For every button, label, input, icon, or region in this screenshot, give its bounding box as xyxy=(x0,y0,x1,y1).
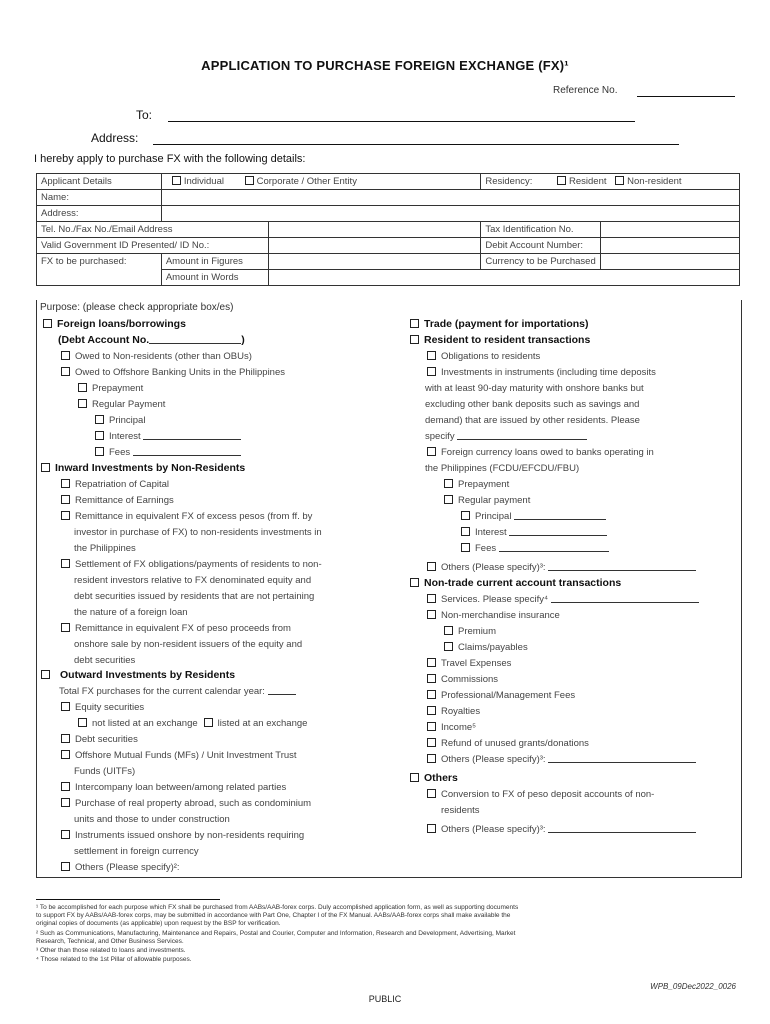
right-principal-label: Principal xyxy=(475,511,512,522)
footnote-rule xyxy=(36,899,220,900)
right-fees-field[interactable] xyxy=(499,543,609,552)
foreign-loans-label: Foreign loans/borrowings xyxy=(57,318,186,330)
right-fees-checkbox[interactable] xyxy=(461,543,470,552)
obligations-checkbox[interactable] xyxy=(427,351,436,360)
corporate-label: Corporate / Other Entity xyxy=(256,176,357,187)
others-r2r-field[interactable] xyxy=(548,562,696,571)
investments-checkbox[interactable] xyxy=(427,367,436,376)
outward-label: Outward Investments by Residents xyxy=(60,669,236,681)
instruments-label-1: Instruments issued onshore by non-residents requiring xyxy=(75,830,305,841)
left-others-checkbox[interactable] xyxy=(61,862,70,871)
nonlife-label: Non-merchandise insurance xyxy=(441,610,560,621)
fcdu-label-1: Foreign currency loans owed to banks operating in xyxy=(441,447,654,458)
claims-label: Claims/payables xyxy=(458,642,528,653)
left-fees-label: Fees xyxy=(109,447,131,458)
settlement-label-2: resident investors relative to FX denominated equity and xyxy=(74,575,312,586)
right-principal-field[interactable] xyxy=(514,511,606,520)
instruments-checkbox[interactable] xyxy=(61,830,70,839)
individual-checkbox[interactable] xyxy=(172,176,181,185)
left-interest-field[interactable] xyxy=(143,431,241,440)
services-checkbox[interactable] xyxy=(427,594,436,603)
entity-type-cell xyxy=(161,174,481,190)
investments-label-2: with at least 90-day maturity with onshore banks but xyxy=(425,383,644,394)
premium-label: Premium xyxy=(458,626,497,637)
left-regular-payment-label: Regular Payment xyxy=(92,399,166,410)
remittance-earnings-checkbox[interactable] xyxy=(61,495,70,504)
right-prepayment-label: Prepayment xyxy=(458,479,510,490)
amount-figures-field[interactable] xyxy=(269,254,481,270)
claims-checkbox[interactable] xyxy=(444,642,453,651)
residency-cell xyxy=(481,174,740,190)
corporate-checkbox[interactable] xyxy=(245,176,254,185)
intercompany-label: Intercompany loan between/among related parties xyxy=(75,782,287,793)
total-fx-field[interactable] xyxy=(268,686,296,695)
residency-label: Residency: xyxy=(485,176,533,187)
investments-label-5: specify xyxy=(425,431,455,442)
debt-account-close: ) xyxy=(241,334,245,346)
address-row-label: Address: xyxy=(37,206,162,222)
amount-figures-label: Amount in Figures xyxy=(161,254,268,270)
offshore-mf-checkbox[interactable] xyxy=(61,750,70,759)
settlement-label-4: the nature of a foreign loan xyxy=(74,607,188,618)
right-prepayment-checkbox[interactable] xyxy=(444,479,453,488)
equity-label: Equity securities xyxy=(75,702,145,713)
real-property-checkbox[interactable] xyxy=(61,798,70,807)
remit-peso-checkbox[interactable] xyxy=(61,623,70,632)
footnote-1b: to support FX by AABs/AAB-forex corps, may be submitted in accordance with Part One, Chapter I of the FX Manual. AABs/AAB-forex corps shall make available the xyxy=(36,912,511,919)
left-interest-label: Interest xyxy=(109,431,141,442)
non-trade-checkbox[interactable] xyxy=(410,578,419,587)
valid-id-label: Valid Government ID Presented/ ID No.: xyxy=(37,238,269,254)
travel-checkbox[interactable] xyxy=(427,658,436,667)
footnote-4: ⁴ Those related to the 1st Pillar of allowable purposes. xyxy=(36,956,192,963)
refund-checkbox[interactable] xyxy=(427,738,436,747)
investments-specify-field[interactable] xyxy=(457,431,587,440)
owed-nonresidents-label: Owed to Non-residents (other than OBUs) xyxy=(75,351,252,362)
right-fees-label: Fees xyxy=(475,543,497,554)
left-fees-field[interactable] xyxy=(133,447,241,456)
not-listed-checkbox[interactable] xyxy=(78,718,87,727)
total-fx-label: Total FX purchases for the current calendar year: xyxy=(59,686,265,697)
debt-account-field[interactable] xyxy=(149,335,241,344)
remit-excess-label-2: investor in purchase of FX) to non-residents investments in xyxy=(74,527,322,538)
trade-checkbox[interactable] xyxy=(410,319,419,328)
right-regular-payment-checkbox[interactable] xyxy=(444,495,453,504)
currency-field[interactable] xyxy=(600,254,739,270)
footnote-2b: Research, Technical, and Other Business Services. xyxy=(36,938,184,945)
remittance-earnings-label: Remittance of Earnings xyxy=(75,495,174,506)
footnote-1: ¹ To be accomplished for each purpose which FX shall be purchased from AABs/AAB-forex corps. Duly accomplished application form, as well as supporting documents xyxy=(36,904,519,911)
listed-label: listed at an exchange xyxy=(217,718,308,729)
services-field[interactable] xyxy=(551,594,699,603)
tin-label: Tax Identification No. xyxy=(481,222,600,238)
trade-label: Trade (payment for importations) xyxy=(424,318,589,330)
fcdu-checkbox[interactable] xyxy=(427,447,436,456)
remit-excess-checkbox[interactable] xyxy=(61,511,70,520)
left-prepayment-checkbox[interactable] xyxy=(78,383,87,392)
name-field[interactable] xyxy=(161,190,739,206)
left-principal-checkbox[interactable] xyxy=(95,415,104,424)
repatriation-label: Repatriation of Capital xyxy=(75,479,169,490)
to-label: To: xyxy=(136,108,153,122)
tel-field[interactable] xyxy=(269,222,481,238)
reference-label: Reference No. xyxy=(553,85,618,96)
obligations-label: Obligations to residents xyxy=(441,351,541,362)
r2r-checkbox[interactable] xyxy=(410,335,419,344)
others-nt-field[interactable] xyxy=(548,754,696,763)
remit-peso-label-1: Remittance in equivalent FX of peso proceeds from xyxy=(75,623,291,634)
remit-excess-label-3: the Philippines xyxy=(74,543,136,554)
others-r2r-label: Others (Please specify)³: xyxy=(441,562,546,573)
not-listed-label: not listed at an exchange xyxy=(92,718,198,729)
r2r-label: Resident to resident transactions xyxy=(424,334,591,346)
intercompany-checkbox[interactable] xyxy=(61,782,70,791)
left-prepayment-label: Prepayment xyxy=(92,383,144,394)
others-o-field[interactable] xyxy=(548,824,696,833)
fcdu-label-2: the Philippines (FCDU/EFCDU/FBU) xyxy=(425,463,580,474)
resident-label: Resident xyxy=(569,176,607,187)
remit-peso-label-3: debt securities xyxy=(74,655,136,666)
document-code: WPB_09Dec2022_0026 xyxy=(650,982,736,991)
professional-label: Professional/Management Fees xyxy=(441,690,576,701)
income-label: Income⁵ xyxy=(441,722,477,733)
name-label: Name: xyxy=(37,190,162,206)
address-label: Address: xyxy=(91,131,139,145)
others-o-label: Others (Please specify)³: xyxy=(441,824,546,835)
applicant-details-table xyxy=(36,173,740,286)
foreign-loans-checkbox[interactable] xyxy=(43,319,52,328)
left-others-label: Others (Please specify)²: xyxy=(75,862,180,873)
right-principal-checkbox[interactable] xyxy=(461,511,470,520)
tin-field[interactable] xyxy=(600,222,739,238)
conversion-checkbox[interactable] xyxy=(427,789,436,798)
inward-checkbox[interactable] xyxy=(41,463,50,472)
right-interest-label: Interest xyxy=(475,527,507,538)
investments-label-3: excluding other bank deposits such as savings and xyxy=(425,399,640,410)
non-resident-checkbox[interactable] xyxy=(615,176,624,185)
left-principal-label: Principal xyxy=(109,415,146,426)
non-trade-label: Non-trade current account transactions xyxy=(424,577,622,589)
amount-words-field[interactable] xyxy=(269,270,740,286)
owed-nonresidents-checkbox[interactable] xyxy=(61,351,70,360)
footnote-3: ³ Other than those related to loans and investments. xyxy=(36,947,186,954)
others-nt-label: Others (Please specify)³: xyxy=(441,754,546,765)
to-field[interactable] xyxy=(168,121,635,122)
conversion-label-2: residents xyxy=(441,805,480,816)
form-title: APPLICATION TO PURCHASE FOREIGN EXCHANGE (FX)¹ xyxy=(201,58,569,73)
nonlife-checkbox[interactable] xyxy=(427,610,436,619)
settlement-label-3: debt securities issued by residents that are not pertaining xyxy=(74,591,315,602)
right-interest-checkbox[interactable] xyxy=(461,527,470,536)
tel-label: Tel. No./Fax No./Email Address xyxy=(37,222,269,238)
others-r2r-checkbox[interactable] xyxy=(427,562,436,571)
services-label: Services. Please specify⁴ xyxy=(441,594,549,605)
remit-peso-label-2: onshore sale by non-resident issuers of the equity and xyxy=(74,639,303,650)
others-o-checkbox[interactable] xyxy=(427,824,436,833)
remit-excess-label-1: Remittance in equivalent FX of excess pesos (from ff. by xyxy=(75,511,313,522)
commissions-label: Commissions xyxy=(441,674,499,685)
footnote-1c: original copies of documents (as applicable) upon request by the BSP for verification. xyxy=(36,920,281,927)
equity-checkbox[interactable] xyxy=(61,702,70,711)
debt-account-label: (Debt Account No. xyxy=(58,334,150,346)
fx-purchased-label: FX to be purchased: xyxy=(37,254,162,286)
owed-obu-checkbox[interactable] xyxy=(61,367,70,376)
debt-securities-checkbox[interactable] xyxy=(61,734,70,743)
commissions-checkbox[interactable] xyxy=(427,674,436,683)
applicant-details-label: Applicant Details xyxy=(37,174,162,190)
classification-label: PUBLIC xyxy=(368,994,402,1004)
left-fees-checkbox[interactable] xyxy=(95,447,104,456)
professional-checkbox[interactable] xyxy=(427,690,436,699)
refund-label: Refund of unused grants/donations xyxy=(441,738,589,749)
others-checkbox[interactable] xyxy=(410,773,419,782)
others-nt-checkbox[interactable] xyxy=(427,754,436,763)
valid-id-field[interactable] xyxy=(269,238,481,254)
address-row-field[interactable] xyxy=(161,206,739,222)
debit-account-label: Debit Account Number: xyxy=(481,238,600,254)
left-regular-payment-checkbox[interactable] xyxy=(78,399,87,408)
premium-checkbox[interactable] xyxy=(444,626,453,635)
left-interest-checkbox[interactable] xyxy=(95,431,104,440)
footnote-2: ² Such as Communications, Manufacturing, Maintenance and Repairs, Postal and Courier, Computer and Information, Research and Development, Advertising, Market xyxy=(36,930,516,937)
income-checkbox[interactable] xyxy=(427,722,436,731)
repatriation-checkbox[interactable] xyxy=(61,479,70,488)
currency-label: Currency to be Purchased xyxy=(481,254,600,270)
royalties-label: Royalties xyxy=(441,706,481,717)
non-resident-label: Non-resident xyxy=(627,176,682,187)
owed-obu-label: Owed to Offshore Banking Units in the Philippines xyxy=(75,367,285,378)
resident-checkbox[interactable] xyxy=(557,176,566,185)
settlement-label-1: Settlement of FX obligations/payments of residents to non- xyxy=(75,559,322,570)
conversion-label-1: Conversion to FX of peso deposit accounts of non- xyxy=(441,789,655,800)
instruments-label-2: settlement in foreign currency xyxy=(74,846,199,857)
travel-label: Travel Expenses xyxy=(441,658,512,669)
inward-label: Inward Investments by Non-Residents xyxy=(55,462,246,474)
outward-checkbox[interactable] xyxy=(41,670,50,679)
debit-account-field[interactable] xyxy=(600,238,739,254)
right-regular-payment-label: Regular payment xyxy=(458,495,531,506)
investments-label-1: Investments in instruments (including time deposits xyxy=(441,367,656,378)
debt-securities-label: Debt securities xyxy=(75,734,138,745)
investments-label-4: demand) that are issued by other residents. Please xyxy=(425,415,640,426)
individual-label: Individual xyxy=(183,176,224,187)
intro-text: I hereby apply to purchase FX with the following details: xyxy=(34,153,306,165)
royalties-checkbox[interactable] xyxy=(427,706,436,715)
address-field[interactable] xyxy=(153,144,679,145)
listed-checkbox[interactable] xyxy=(204,718,213,727)
amount-words-label: Amount in Words xyxy=(161,270,268,286)
offshore-mf-label-2: Funds (UITFs) xyxy=(74,766,136,777)
others-label: Others xyxy=(424,772,458,784)
reference-field[interactable] xyxy=(637,96,735,97)
real-property-label-2: units and those to under construction xyxy=(74,814,230,825)
settlement-checkbox[interactable] xyxy=(61,559,70,568)
purpose-header: Purpose: (please check appropriate box/es) xyxy=(40,302,234,313)
right-interest-field[interactable] xyxy=(509,527,607,536)
real-property-label-1: Purchase of real property abroad, such as condominium xyxy=(75,798,312,809)
offshore-mf-label-1: Offshore Mutual Funds (MFs) / Unit Investment Trust xyxy=(75,750,297,761)
